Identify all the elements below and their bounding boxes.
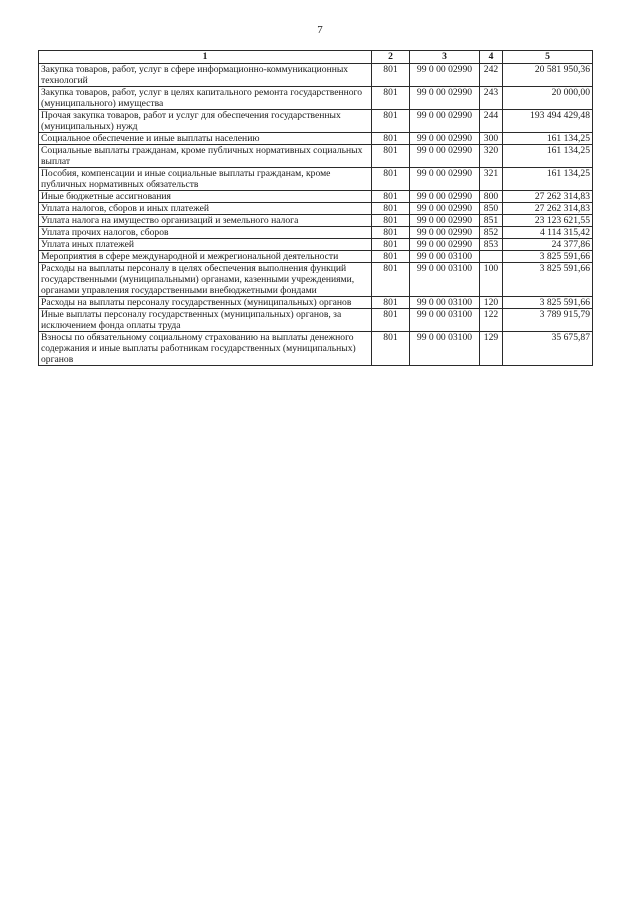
row-amount-cell: 20 000,00 bbox=[503, 87, 593, 110]
table-row bbox=[39, 168, 593, 191]
row-vr-cell: 120 bbox=[480, 297, 503, 309]
table-row bbox=[39, 239, 593, 251]
row-grbs-cell: 801 bbox=[372, 191, 410, 203]
row-amount-cell: 3 825 591,66 bbox=[503, 251, 593, 263]
row-csr-cell: 99 0 00 03100 bbox=[410, 332, 480, 366]
budget-table bbox=[38, 50, 593, 366]
table-body bbox=[39, 64, 593, 366]
row-amount-cell: 24 377,86 bbox=[503, 239, 593, 251]
row-csr-cell: 99 0 00 03100 bbox=[410, 263, 480, 297]
row-vr-cell: 850 bbox=[480, 203, 503, 215]
row-grbs-cell: 801 bbox=[372, 133, 410, 145]
row-name-cell: Взносы по обязательному социальному страхованию на выплаты денежного содержания и иные выплаты работникам государственных (муниципальных) органов bbox=[39, 332, 372, 366]
table-row bbox=[39, 64, 593, 87]
row-csr-cell: 99 0 00 02990 bbox=[410, 227, 480, 239]
row-vr-cell: 100 bbox=[480, 263, 503, 297]
row-name-cell: Расходы на выплаты персоналу в целях обеспечения выполнения функций государственными (муниципальными) органами, казенными учреждениями, органами управления государственными внебюджетными фондами bbox=[39, 263, 372, 297]
header-col-3: 3 bbox=[410, 51, 480, 64]
row-vr-cell: 851 bbox=[480, 215, 503, 227]
page-number: 7 bbox=[317, 24, 323, 36]
table-row bbox=[39, 215, 593, 227]
table-row bbox=[39, 263, 593, 297]
row-name-cell: Закупка товаров, работ, услуг в сфере информационно-коммуникационных технологий bbox=[39, 64, 372, 87]
row-name-cell: Расходы на выплаты персоналу государственных (муниципальных) органов bbox=[39, 297, 372, 309]
row-csr-cell: 99 0 00 03100 bbox=[410, 309, 480, 332]
table-row bbox=[39, 191, 593, 203]
row-grbs-cell: 801 bbox=[372, 168, 410, 191]
table-row bbox=[39, 145, 593, 168]
row-vr-cell: 242 bbox=[480, 64, 503, 87]
row-vr-cell: 122 bbox=[480, 309, 503, 332]
row-grbs-cell: 801 bbox=[372, 145, 410, 168]
row-csr-cell: 99 0 00 03100 bbox=[410, 297, 480, 309]
row-csr-cell: 99 0 00 02990 bbox=[410, 133, 480, 145]
table-row bbox=[39, 110, 593, 133]
row-grbs-cell: 801 bbox=[372, 203, 410, 215]
row-grbs-cell: 801 bbox=[372, 215, 410, 227]
row-vr-cell: 300 bbox=[480, 133, 503, 145]
row-grbs-cell: 801 bbox=[372, 332, 410, 366]
row-amount-cell: 35 675,87 bbox=[503, 332, 593, 366]
row-amount-cell: 20 581 950,36 bbox=[503, 64, 593, 87]
row-vr-cell: 243 bbox=[480, 87, 503, 110]
row-vr-cell: 853 bbox=[480, 239, 503, 251]
row-amount-cell: 161 134,25 bbox=[503, 168, 593, 191]
row-vr-cell bbox=[480, 251, 503, 263]
table-row bbox=[39, 227, 593, 239]
row-name-cell: Уплата налога на имущество организаций и земельного налога bbox=[39, 215, 372, 227]
row-csr-cell: 99 0 00 02990 bbox=[410, 215, 480, 227]
row-amount-cell: 3 825 591,66 bbox=[503, 263, 593, 297]
row-amount-cell: 3 789 915,79 bbox=[503, 309, 593, 332]
row-name-cell: Социальное обеспечение и иные выплаты населению bbox=[39, 133, 372, 145]
row-grbs-cell: 801 bbox=[372, 110, 410, 133]
header-col-5: 5 bbox=[503, 51, 593, 64]
row-csr-cell: 99 0 00 02990 bbox=[410, 191, 480, 203]
table-header bbox=[39, 51, 593, 64]
row-grbs-cell: 801 bbox=[372, 309, 410, 332]
table-row bbox=[39, 133, 593, 145]
row-amount-cell: 161 134,25 bbox=[503, 133, 593, 145]
table-row bbox=[39, 332, 593, 366]
row-csr-cell: 99 0 00 02990 bbox=[410, 110, 480, 133]
row-name-cell: Уплата иных платежей bbox=[39, 239, 372, 251]
table-row bbox=[39, 251, 593, 263]
row-csr-cell: 99 0 00 03100 bbox=[410, 251, 480, 263]
header-col-1: 1 bbox=[39, 51, 372, 64]
row-name-cell: Закупка товаров, работ, услуг в целях капитального ремонта государственного (муниципального) имущества bbox=[39, 87, 372, 110]
row-name-cell: Прочая закупка товаров, работ и услуг для обеспечения государственных (муниципальных) нужд bbox=[39, 110, 372, 133]
row-vr-cell: 129 bbox=[480, 332, 503, 366]
row-csr-cell: 99 0 00 02990 bbox=[410, 168, 480, 191]
row-amount-cell: 193 494 429,48 bbox=[503, 110, 593, 133]
row-name-cell: Иные бюджетные ассигнования bbox=[39, 191, 372, 203]
row-vr-cell: 320 bbox=[480, 145, 503, 168]
row-csr-cell: 99 0 00 02990 bbox=[410, 239, 480, 251]
row-amount-cell: 4 114 315,42 bbox=[503, 227, 593, 239]
header-col-2: 2 bbox=[372, 51, 410, 64]
row-vr-cell: 321 bbox=[480, 168, 503, 191]
row-csr-cell: 99 0 00 02990 bbox=[410, 145, 480, 168]
row-csr-cell: 99 0 00 02990 bbox=[410, 64, 480, 87]
table-row bbox=[39, 203, 593, 215]
row-csr-cell: 99 0 00 02990 bbox=[410, 203, 480, 215]
table-row bbox=[39, 297, 593, 309]
row-amount-cell: 161 134,25 bbox=[503, 145, 593, 168]
row-name-cell: Социальные выплаты гражданам, кроме публичных нормативных социальных выплат bbox=[39, 145, 372, 168]
row-name-cell: Пособия, компенсации и иные социальные выплаты гражданам, кроме публичных нормативных обязательств bbox=[39, 168, 372, 191]
row-name-cell: Иные выплаты персоналу государственных (муниципальных) органов, за исключением фонда оплаты труда bbox=[39, 309, 372, 332]
table-row bbox=[39, 309, 593, 332]
row-grbs-cell: 801 bbox=[372, 239, 410, 251]
row-amount-cell: 27 262 314,83 bbox=[503, 191, 593, 203]
row-name-cell: Мероприятия в сфере международной и межрегиональной деятельности bbox=[39, 251, 372, 263]
row-grbs-cell: 801 bbox=[372, 251, 410, 263]
row-grbs-cell: 801 bbox=[372, 297, 410, 309]
row-grbs-cell: 801 bbox=[372, 227, 410, 239]
row-amount-cell: 27 262 314,83 bbox=[503, 203, 593, 215]
header-row bbox=[39, 51, 593, 64]
row-vr-cell: 244 bbox=[480, 110, 503, 133]
row-vr-cell: 800 bbox=[480, 191, 503, 203]
row-name-cell: Уплата прочих налогов, сборов bbox=[39, 227, 372, 239]
table-row bbox=[39, 87, 593, 110]
row-amount-cell: 3 825 591,66 bbox=[503, 297, 593, 309]
row-grbs-cell: 801 bbox=[372, 64, 410, 87]
row-csr-cell: 99 0 00 02990 bbox=[410, 87, 480, 110]
row-name-cell: Уплата налогов, сборов и иных платежей bbox=[39, 203, 372, 215]
header-col-4: 4 bbox=[480, 51, 503, 64]
row-amount-cell: 23 123 621,55 bbox=[503, 215, 593, 227]
row-grbs-cell: 801 bbox=[372, 263, 410, 297]
row-vr-cell: 852 bbox=[480, 227, 503, 239]
row-grbs-cell: 801 bbox=[372, 87, 410, 110]
